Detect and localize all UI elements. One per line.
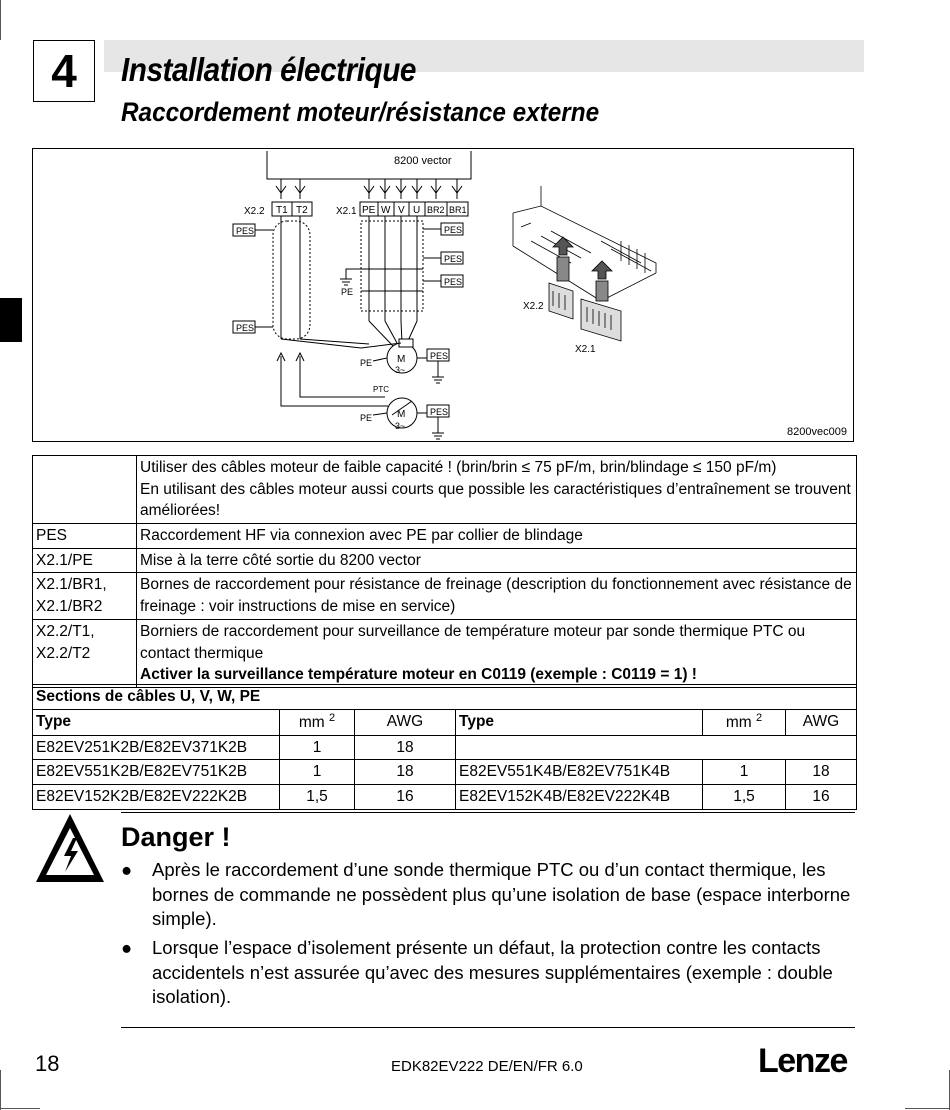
pes-label: PES [430, 351, 449, 361]
ptc-label: PTC [373, 385, 389, 394]
row-text: Mise à la terre côté sortie du 8200 vector [137, 548, 857, 573]
row-bold-note: Activer la surveillance température moteur en C0119 (exemple : C0119 = 1) ! [140, 666, 697, 684]
figure-code: 8200vec009 [787, 426, 847, 438]
cell-awg: 18 [786, 760, 857, 785]
document-code: EDK82EV222 DE/EN/FR 6.0 [391, 1058, 583, 1075]
x21-terminal-w: W [381, 205, 391, 216]
motor-label: M [397, 409, 406, 420]
table-row [33, 456, 857, 524]
table-row [33, 735, 857, 760]
x21-terminal-v: V [398, 205, 405, 216]
page-title: Installation électrique [121, 51, 416, 88]
cell-empty [456, 735, 857, 760]
bullet-dot: ● [121, 937, 133, 958]
table-row [33, 524, 857, 549]
cell-type: E82EV152K2B/E82EV222K2B [33, 784, 280, 809]
danger-bullet-item [121, 936, 851, 1011]
photo-x21-label: X2.1 [575, 344, 596, 355]
table-header-row [33, 709, 857, 735]
cell-type: E82EV152K4B/E82EV222K4B [456, 784, 703, 809]
header-type: Type [456, 709, 703, 735]
x21-label: X2.1 [336, 206, 357, 217]
pes-label: PES [444, 254, 463, 264]
pes-label: PES [430, 407, 449, 417]
x21-terminal-br2: BR2 [427, 205, 445, 215]
cell-type: E82EV551K2B/E82EV751K2B [33, 760, 280, 785]
row-text: En utilisant des câbles moteur aussi courts que possible les caractéristiques d’entraînement se trouvent améliorées! [140, 480, 851, 520]
bullet-dot: ● [121, 859, 133, 880]
row-value [137, 456, 857, 524]
crop-mark [905, 1108, 950, 1109]
cell-type: E82EV251K2B/E82EV371K2B [33, 735, 280, 760]
header-mm: mm $^2$ [703, 709, 786, 735]
x22-label: X2.2 [244, 206, 265, 217]
header-awg: AWG [355, 709, 456, 735]
motor-label: M [397, 354, 406, 365]
device-photo-illustration [513, 186, 656, 341]
table-title: Sections de câbles U, V, W, PE [33, 685, 857, 710]
page-number: 18 [35, 1051, 60, 1076]
high-voltage-warning-icon [34, 812, 106, 884]
bullet-text: Lorsque l’espace d’isolement présente un défaut, la protection contre les contacts accidentels n’est assurée qu’avec des mesures supplémentaires (exemple : double isolation). [152, 937, 833, 1007]
header-awg: AWG [786, 709, 857, 735]
danger-bullet-item [121, 858, 851, 933]
x22-terminal-t1: T1 [276, 205, 288, 216]
table-row [33, 619, 857, 687]
pes-label: PES [236, 323, 255, 333]
cell-mm: 1,5 [280, 784, 355, 809]
wiring-figure [32, 148, 854, 442]
header-type: Type [33, 709, 280, 735]
chapter-side-tab [0, 298, 22, 342]
description-table [32, 455, 857, 688]
crop-mark [0, 1108, 40, 1109]
device-label: 8200 vector [394, 155, 452, 167]
pe-label: PE [341, 287, 354, 297]
cell-mm: 1,5 [703, 784, 786, 809]
crop-mark [0, 1070, 1, 1110]
cell-type: E82EV551K4B/E82EV751K4B [456, 760, 703, 785]
divider [121, 1027, 855, 1028]
cell-awg: 18 [355, 735, 456, 760]
table-row [33, 573, 857, 619]
row-key: X2.2/T1, X2.2/T2 [33, 619, 137, 687]
motor-phase: 3~ [395, 365, 406, 375]
cell-awg: 16 [786, 784, 857, 809]
pe-label: PE [360, 413, 373, 423]
row-value [137, 619, 857, 687]
row-text: Raccordement HF via connexion avec PE par collier de blindage [137, 524, 857, 549]
table-row [33, 548, 857, 573]
divider [121, 812, 855, 813]
cell-awg: 18 [355, 760, 456, 785]
cable-sections-table [32, 684, 857, 810]
row-key [33, 456, 137, 524]
pe-label: PE [360, 358, 373, 368]
x21-terminal-u: U [413, 205, 421, 216]
lenze-logo: Lenze [758, 1042, 847, 1080]
x21-terminal-br1: BR1 [449, 205, 467, 215]
pes-label: PES [444, 277, 463, 287]
x22-terminal-t2: T2 [296, 205, 308, 216]
cell-awg: 16 [355, 784, 456, 809]
table-title-row [33, 685, 857, 710]
chapter-number: 4 [33, 40, 95, 102]
x21-terminal-pe: PE [362, 205, 376, 216]
table-row [33, 760, 857, 785]
row-text: Borniers de raccordement pour surveillance de température moteur par sonde thermique PTC ou contact thermique [140, 622, 806, 662]
row-text: Bornes de raccordement pour résistance de freinage (description du fonctionnement avec résistance de freinage : voir instructions de mise en service) [137, 573, 857, 619]
pes-label: PES [444, 225, 463, 235]
row-key: X2.1/PE [33, 548, 137, 573]
terminal-arrows [276, 179, 462, 199]
row-key: PES [33, 524, 137, 549]
cell-mm: 1 [280, 760, 355, 785]
pes-label: PES [236, 226, 255, 236]
row-text: Utiliser des câbles moteur de faible capacité ! (brin/brin ≤ 75 pF/m, brin/blindage ≤ 150 pF/m) [140, 459, 777, 476]
page-subtitle: Raccordement moteur/résistance externe [121, 97, 600, 127]
header-mm: mm $^2$ [280, 709, 355, 735]
motor-phase: 3~ [395, 421, 406, 431]
crop-mark [0, 0, 1, 40]
bullet-text: Après le raccordement d’une sonde thermique PTC ou d’un contact thermique, les bornes de commande ne possèdent plus qu’une isolation de base (espace interborne simple). [152, 859, 851, 929]
cell-mm: 1 [280, 735, 355, 760]
row-key: X2.1/BR1, X2.1/BR2 [33, 573, 137, 619]
photo-x22-label: X2.2 [523, 301, 544, 312]
cell-mm: 1 [703, 760, 786, 785]
danger-title: Danger ! [121, 822, 231, 852]
table-row [33, 784, 857, 809]
